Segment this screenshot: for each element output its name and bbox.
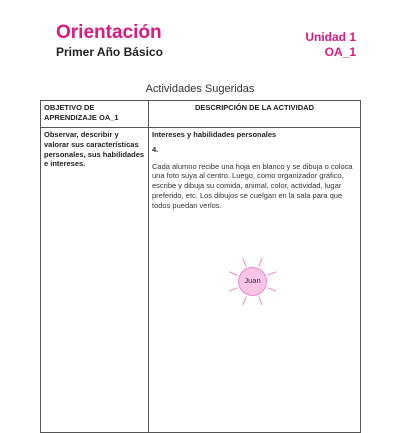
- activities-table: [40, 100, 361, 433]
- student-name-label: Juan: [244, 276, 261, 285]
- sun-ray: [229, 288, 237, 291]
- activity-text: Cada alumno recibe una hoja en blanco y se dibuja o coloca una foto suya al centro. Luego, como organizador gráfico, escribe y dibuja su comida, animal, color, actividad, lugar preferido, etc. Los dibujos se cuelgan en la sala para que todos puedan verlos.: [152, 161, 353, 210]
- sun-illustration: [225, 254, 280, 309]
- unit-label: Unidad 1: [305, 30, 356, 44]
- section-title: Actividades Sugeridas: [145, 83, 255, 95]
- sun-ray: [243, 297, 246, 305]
- sun-ray: [229, 272, 237, 275]
- sun-ray: [243, 258, 246, 266]
- sun-ray: [259, 297, 262, 305]
- objective-header: OBJETIVO DE APRENDIZAJE OA_1: [41, 101, 149, 128]
- objective-cell: [41, 128, 149, 433]
- activity-title: Intereses y habilidades personales: [152, 130, 277, 139]
- sun-ray: [268, 288, 276, 291]
- page-title: Orientación: [56, 22, 162, 43]
- table-header-row: [41, 101, 361, 128]
- grade-subtitle: Primer Año Básico: [56, 45, 163, 59]
- table-row: [41, 128, 361, 433]
- sun-ray: [259, 258, 262, 266]
- activity-number: 4.: [152, 144, 159, 154]
- description-header: DESCRIPCIÓN DE LA ACTIVIDAD: [149, 101, 361, 128]
- objective-text: Observar, describir y valorar sus características personales, sus habilidades e intereses.: [44, 130, 145, 169]
- oa-label: OA_1: [324, 45, 356, 59]
- sun-ray: [268, 272, 276, 275]
